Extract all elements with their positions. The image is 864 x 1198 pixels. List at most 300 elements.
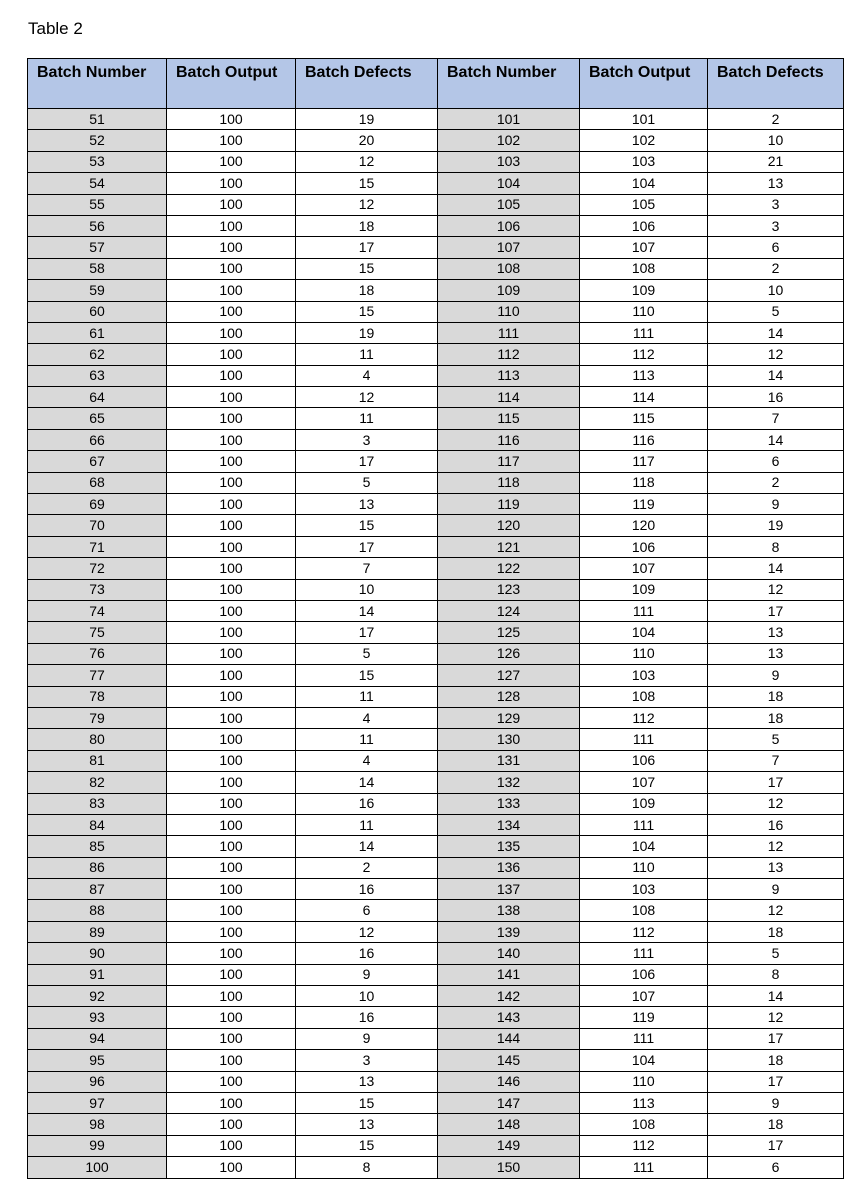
cell-batch-number-right: 146	[438, 1071, 580, 1092]
table-row	[28, 750, 844, 771]
cell-batch-number-right: 143	[438, 1007, 580, 1028]
cell-batch-defects-right: 7	[708, 408, 844, 429]
cell-batch-output-right: 111	[580, 1028, 708, 1049]
cell-batch-number-left: 55	[28, 194, 167, 215]
cell-batch-defects-left: 14	[296, 772, 438, 793]
cell-batch-output-left: 100	[167, 1157, 296, 1178]
table-row	[28, 109, 844, 130]
cell-batch-number-right: 116	[438, 429, 580, 450]
cell-batch-output-left: 100	[167, 173, 296, 194]
table-row	[28, 964, 844, 985]
cell-batch-output-right: 103	[580, 151, 708, 172]
header-batch-output-left: Batch Output	[167, 59, 296, 109]
cell-batch-output-right: 104	[580, 836, 708, 857]
cell-batch-number-left: 56	[28, 215, 167, 236]
cell-batch-defects-right: 13	[708, 857, 844, 878]
cell-batch-defects-right: 12	[708, 1007, 844, 1028]
cell-batch-output-left: 100	[167, 429, 296, 450]
cell-batch-output-left: 100	[167, 451, 296, 472]
cell-batch-number-left: 93	[28, 1007, 167, 1028]
cell-batch-output-right: 111	[580, 322, 708, 343]
cell-batch-defects-right: 14	[708, 429, 844, 450]
cell-batch-number-left: 79	[28, 707, 167, 728]
cell-batch-defects-right: 18	[708, 1114, 844, 1135]
cell-batch-defects-left: 20	[296, 130, 438, 151]
cell-batch-defects-right: 12	[708, 579, 844, 600]
cell-batch-number-left: 72	[28, 558, 167, 579]
cell-batch-number-right: 138	[438, 900, 580, 921]
cell-batch-output-left: 100	[167, 921, 296, 942]
cell-batch-defects-left: 5	[296, 472, 438, 493]
cell-batch-defects-right: 14	[708, 986, 844, 1007]
cell-batch-defects-right: 18	[708, 686, 844, 707]
table-row	[28, 579, 844, 600]
cell-batch-number-right: 150	[438, 1157, 580, 1178]
cell-batch-number-left: 81	[28, 750, 167, 771]
cell-batch-defects-right: 12	[708, 836, 844, 857]
cell-batch-defects-left: 16	[296, 943, 438, 964]
cell-batch-number-left: 91	[28, 964, 167, 985]
cell-batch-number-left: 97	[28, 1092, 167, 1113]
cell-batch-defects-left: 11	[296, 729, 438, 750]
cell-batch-defects-right: 16	[708, 814, 844, 835]
cell-batch-defects-right: 19	[708, 515, 844, 536]
cell-batch-output-right: 112	[580, 344, 708, 365]
cell-batch-number-left: 69	[28, 494, 167, 515]
cell-batch-defects-left: 17	[296, 237, 438, 258]
cell-batch-number-right: 105	[438, 194, 580, 215]
cell-batch-number-left: 66	[28, 429, 167, 450]
cell-batch-output-left: 100	[167, 879, 296, 900]
cell-batch-output-right: 107	[580, 237, 708, 258]
cell-batch-output-right: 111	[580, 600, 708, 621]
cell-batch-output-left: 100	[167, 515, 296, 536]
cell-batch-number-right: 132	[438, 772, 580, 793]
table-row	[28, 879, 844, 900]
cell-batch-number-left: 51	[28, 109, 167, 130]
cell-batch-defects-left: 4	[296, 365, 438, 386]
cell-batch-defects-right: 5	[708, 943, 844, 964]
cell-batch-number-left: 82	[28, 772, 167, 793]
cell-batch-output-right: 120	[580, 515, 708, 536]
cell-batch-number-left: 57	[28, 237, 167, 258]
cell-batch-defects-left: 11	[296, 344, 438, 365]
cell-batch-number-left: 59	[28, 280, 167, 301]
cell-batch-number-right: 109	[438, 280, 580, 301]
cell-batch-defects-left: 9	[296, 964, 438, 985]
cell-batch-defects-right: 13	[708, 643, 844, 664]
cell-batch-output-right: 112	[580, 707, 708, 728]
cell-batch-defects-right: 10	[708, 280, 844, 301]
cell-batch-number-right: 108	[438, 258, 580, 279]
table-row	[28, 515, 844, 536]
cell-batch-defects-right: 14	[708, 322, 844, 343]
table-row	[28, 173, 844, 194]
table-row	[28, 943, 844, 964]
cell-batch-output-left: 100	[167, 750, 296, 771]
cell-batch-number-right: 126	[438, 643, 580, 664]
cell-batch-defects-right: 12	[708, 793, 844, 814]
cell-batch-output-left: 100	[167, 558, 296, 579]
cell-batch-defects-left: 13	[296, 1071, 438, 1092]
table-row	[28, 1071, 844, 1092]
table-row	[28, 130, 844, 151]
cell-batch-output-right: 105	[580, 194, 708, 215]
cell-batch-defects-right: 6	[708, 1157, 844, 1178]
cell-batch-defects-right: 9	[708, 494, 844, 515]
cell-batch-output-right: 110	[580, 643, 708, 664]
cell-batch-defects-right: 9	[708, 665, 844, 686]
cell-batch-number-left: 96	[28, 1071, 167, 1092]
table-row	[28, 1135, 844, 1156]
cell-batch-output-right: 111	[580, 729, 708, 750]
cell-batch-defects-right: 21	[708, 151, 844, 172]
cell-batch-number-right: 139	[438, 921, 580, 942]
cell-batch-number-right: 101	[438, 109, 580, 130]
cell-batch-defects-right: 17	[708, 1028, 844, 1049]
cell-batch-defects-left: 8	[296, 1157, 438, 1178]
cell-batch-defects-left: 11	[296, 686, 438, 707]
cell-batch-output-left: 100	[167, 900, 296, 921]
cell-batch-defects-left: 10	[296, 579, 438, 600]
cell-batch-defects-right: 12	[708, 900, 844, 921]
cell-batch-output-right: 118	[580, 472, 708, 493]
cell-batch-output-right: 104	[580, 622, 708, 643]
header-row	[28, 59, 844, 109]
cell-batch-output-left: 100	[167, 1028, 296, 1049]
cell-batch-defects-right: 17	[708, 1135, 844, 1156]
cell-batch-number-right: 131	[438, 750, 580, 771]
cell-batch-output-right: 113	[580, 1092, 708, 1113]
cell-batch-defects-left: 12	[296, 921, 438, 942]
cell-batch-number-left: 86	[28, 857, 167, 878]
cell-batch-number-left: 100	[28, 1157, 167, 1178]
cell-batch-output-left: 100	[167, 1135, 296, 1156]
cell-batch-output-left: 100	[167, 151, 296, 172]
cell-batch-defects-right: 6	[708, 451, 844, 472]
cell-batch-output-right: 106	[580, 750, 708, 771]
cell-batch-output-right: 109	[580, 280, 708, 301]
cell-batch-defects-left: 10	[296, 986, 438, 1007]
cell-batch-defects-left: 17	[296, 451, 438, 472]
cell-batch-output-left: 100	[167, 408, 296, 429]
cell-batch-defects-left: 6	[296, 900, 438, 921]
cell-batch-defects-right: 14	[708, 365, 844, 386]
cell-batch-number-left: 99	[28, 1135, 167, 1156]
cell-batch-number-left: 61	[28, 322, 167, 343]
cell-batch-defects-right: 5	[708, 729, 844, 750]
cell-batch-defects-left: 16	[296, 1007, 438, 1028]
table-row	[28, 429, 844, 450]
cell-batch-number-left: 94	[28, 1028, 167, 1049]
cell-batch-number-right: 147	[438, 1092, 580, 1113]
table-row	[28, 793, 844, 814]
cell-batch-number-right: 118	[438, 472, 580, 493]
cell-batch-output-right: 108	[580, 258, 708, 279]
cell-batch-defects-right: 2	[708, 258, 844, 279]
cell-batch-output-right: 102	[580, 130, 708, 151]
cell-batch-output-left: 100	[167, 1071, 296, 1092]
header-batch-output-right: Batch Output	[580, 59, 708, 109]
cell-batch-defects-left: 13	[296, 494, 438, 515]
cell-batch-number-left: 85	[28, 836, 167, 857]
cell-batch-defects-right: 5	[708, 301, 844, 322]
cell-batch-defects-left: 15	[296, 258, 438, 279]
cell-batch-defects-right: 18	[708, 1050, 844, 1071]
cell-batch-number-right: 114	[438, 387, 580, 408]
table-row	[28, 686, 844, 707]
cell-batch-number-right: 134	[438, 814, 580, 835]
cell-batch-defects-right: 17	[708, 1071, 844, 1092]
cell-batch-defects-left: 19	[296, 322, 438, 343]
cell-batch-output-right: 110	[580, 1071, 708, 1092]
cell-batch-output-left: 100	[167, 365, 296, 386]
cell-batch-number-right: 137	[438, 879, 580, 900]
cell-batch-output-right: 110	[580, 857, 708, 878]
cell-batch-output-left: 100	[167, 600, 296, 621]
cell-batch-defects-right: 17	[708, 772, 844, 793]
cell-batch-output-right: 119	[580, 494, 708, 515]
cell-batch-number-right: 102	[438, 130, 580, 151]
cell-batch-defects-left: 4	[296, 750, 438, 771]
cell-batch-number-left: 52	[28, 130, 167, 151]
cell-batch-output-left: 100	[167, 1114, 296, 1135]
cell-batch-defects-left: 15	[296, 301, 438, 322]
cell-batch-defects-left: 5	[296, 643, 438, 664]
cell-batch-output-right: 111	[580, 943, 708, 964]
table-row	[28, 344, 844, 365]
table-row	[28, 900, 844, 921]
cell-batch-output-right: 109	[580, 579, 708, 600]
cell-batch-defects-right: 9	[708, 1092, 844, 1113]
cell-batch-defects-left: 3	[296, 429, 438, 450]
cell-batch-number-right: 144	[438, 1028, 580, 1049]
cell-batch-output-left: 100	[167, 494, 296, 515]
table-caption: Table 2	[28, 19, 83, 38]
table-row	[28, 494, 844, 515]
cell-batch-output-left: 100	[167, 857, 296, 878]
cell-batch-defects-left: 14	[296, 836, 438, 857]
table-row	[28, 622, 844, 643]
table-row	[28, 194, 844, 215]
cell-batch-number-left: 87	[28, 879, 167, 900]
cell-batch-output-right: 107	[580, 558, 708, 579]
cell-batch-output-right: 117	[580, 451, 708, 472]
header-batch-defects-left: Batch Defects	[296, 59, 438, 109]
table-row	[28, 1157, 844, 1178]
cell-batch-defects-left: 12	[296, 387, 438, 408]
cell-batch-number-right: 122	[438, 558, 580, 579]
cell-batch-defects-left: 11	[296, 408, 438, 429]
cell-batch-output-right: 103	[580, 665, 708, 686]
cell-batch-number-left: 74	[28, 600, 167, 621]
cell-batch-number-right: 121	[438, 536, 580, 557]
cell-batch-defects-left: 12	[296, 194, 438, 215]
cell-batch-defects-left: 2	[296, 857, 438, 878]
cell-batch-number-right: 128	[438, 686, 580, 707]
cell-batch-number-right: 136	[438, 857, 580, 878]
cell-batch-output-left: 100	[167, 686, 296, 707]
table-row	[28, 301, 844, 322]
cell-batch-number-left: 54	[28, 173, 167, 194]
cell-batch-output-left: 100	[167, 109, 296, 130]
cell-batch-output-left: 100	[167, 387, 296, 408]
cell-batch-output-left: 100	[167, 1050, 296, 1071]
table-row	[28, 408, 844, 429]
table-row	[28, 322, 844, 343]
cell-batch-output-left: 100	[167, 344, 296, 365]
table-body	[28, 109, 844, 1179]
cell-batch-output-right: 109	[580, 793, 708, 814]
cell-batch-number-left: 73	[28, 579, 167, 600]
cell-batch-number-left: 95	[28, 1050, 167, 1071]
cell-batch-output-left: 100	[167, 665, 296, 686]
cell-batch-output-left: 100	[167, 536, 296, 557]
header-batch-number-left: Batch Number	[28, 59, 167, 109]
cell-batch-defects-right: 17	[708, 600, 844, 621]
cell-batch-output-left: 100	[167, 322, 296, 343]
cell-batch-output-right: 106	[580, 964, 708, 985]
cell-batch-output-right: 114	[580, 387, 708, 408]
cell-batch-output-right: 119	[580, 1007, 708, 1028]
cell-batch-defects-left: 18	[296, 280, 438, 301]
cell-batch-number-left: 98	[28, 1114, 167, 1135]
cell-batch-defects-left: 4	[296, 707, 438, 728]
table-row	[28, 921, 844, 942]
cell-batch-number-left: 88	[28, 900, 167, 921]
cell-batch-output-right: 106	[580, 215, 708, 236]
cell-batch-defects-left: 16	[296, 879, 438, 900]
cell-batch-output-right: 115	[580, 408, 708, 429]
cell-batch-defects-left: 3	[296, 1050, 438, 1071]
cell-batch-number-right: 125	[438, 622, 580, 643]
cell-batch-number-right: 119	[438, 494, 580, 515]
cell-batch-number-left: 67	[28, 451, 167, 472]
cell-batch-number-right: 129	[438, 707, 580, 728]
cell-batch-number-left: 89	[28, 921, 167, 942]
cell-batch-output-right: 110	[580, 301, 708, 322]
cell-batch-number-left: 63	[28, 365, 167, 386]
cell-batch-number-left: 65	[28, 408, 167, 429]
cell-batch-output-left: 100	[167, 729, 296, 750]
cell-batch-output-right: 107	[580, 772, 708, 793]
cell-batch-number-left: 64	[28, 387, 167, 408]
cell-batch-defects-right: 18	[708, 707, 844, 728]
cell-batch-number-right: 149	[438, 1135, 580, 1156]
cell-batch-defects-left: 12	[296, 151, 438, 172]
header-batch-defects-right: Batch Defects	[708, 59, 844, 109]
table-row	[28, 707, 844, 728]
cell-batch-defects-right: 9	[708, 879, 844, 900]
cell-batch-output-left: 100	[167, 943, 296, 964]
cell-batch-number-right: 110	[438, 301, 580, 322]
cell-batch-output-left: 100	[167, 130, 296, 151]
cell-batch-number-right: 140	[438, 943, 580, 964]
table-row	[28, 365, 844, 386]
cell-batch-number-right: 111	[438, 322, 580, 343]
cell-batch-defects-left: 15	[296, 1135, 438, 1156]
cell-batch-output-right: 103	[580, 879, 708, 900]
cell-batch-number-right: 124	[438, 600, 580, 621]
cell-batch-number-left: 83	[28, 793, 167, 814]
cell-batch-defects-right: 16	[708, 387, 844, 408]
cell-batch-number-right: 148	[438, 1114, 580, 1135]
cell-batch-number-right: 113	[438, 365, 580, 386]
cell-batch-output-left: 100	[167, 986, 296, 1007]
cell-batch-number-right: 133	[438, 793, 580, 814]
cell-batch-defects-right: 7	[708, 750, 844, 771]
table-row	[28, 237, 844, 258]
table-row	[28, 1050, 844, 1071]
table-row	[28, 643, 844, 664]
cell-batch-number-left: 53	[28, 151, 167, 172]
cell-batch-output-left: 100	[167, 643, 296, 664]
table-row	[28, 258, 844, 279]
table-row	[28, 151, 844, 172]
cell-batch-output-right: 108	[580, 686, 708, 707]
cell-batch-defects-left: 15	[296, 665, 438, 686]
cell-batch-defects-left: 14	[296, 600, 438, 621]
cell-batch-output-left: 100	[167, 1007, 296, 1028]
table-row	[28, 986, 844, 1007]
cell-batch-output-right: 104	[580, 1050, 708, 1071]
cell-batch-number-left: 70	[28, 515, 167, 536]
cell-batch-number-left: 84	[28, 814, 167, 835]
cell-batch-defects-left: 15	[296, 515, 438, 536]
table-row	[28, 1028, 844, 1049]
cell-batch-defects-right: 2	[708, 472, 844, 493]
cell-batch-number-left: 62	[28, 344, 167, 365]
cell-batch-number-right: 115	[438, 408, 580, 429]
cell-batch-number-right: 130	[438, 729, 580, 750]
cell-batch-output-left: 100	[167, 772, 296, 793]
cell-batch-number-right: 107	[438, 237, 580, 258]
cell-batch-number-right: 135	[438, 836, 580, 857]
cell-batch-defects-right: 12	[708, 344, 844, 365]
table-row	[28, 536, 844, 557]
table-row	[28, 1007, 844, 1028]
cell-batch-defects-right: 18	[708, 921, 844, 942]
table-row	[28, 814, 844, 835]
cell-batch-output-right: 112	[580, 921, 708, 942]
cell-batch-defects-left: 13	[296, 1114, 438, 1135]
cell-batch-defects-right: 8	[708, 964, 844, 985]
cell-batch-defects-right: 2	[708, 109, 844, 130]
cell-batch-number-right: 120	[438, 515, 580, 536]
cell-batch-output-right: 107	[580, 986, 708, 1007]
cell-batch-defects-left: 19	[296, 109, 438, 130]
cell-batch-output-left: 100	[167, 472, 296, 493]
cell-batch-output-left: 100	[167, 793, 296, 814]
cell-batch-number-left: 90	[28, 943, 167, 964]
cell-batch-defects-right: 14	[708, 558, 844, 579]
cell-batch-number-right: 145	[438, 1050, 580, 1071]
cell-batch-defects-right: 10	[708, 130, 844, 151]
cell-batch-output-left: 100	[167, 215, 296, 236]
table-row	[28, 472, 844, 493]
cell-batch-number-right: 117	[438, 451, 580, 472]
cell-batch-number-left: 80	[28, 729, 167, 750]
cell-batch-defects-left: 15	[296, 173, 438, 194]
header-batch-number-right: Batch Number	[438, 59, 580, 109]
cell-batch-output-right: 113	[580, 365, 708, 386]
cell-batch-output-right: 111	[580, 1157, 708, 1178]
table-row	[28, 1092, 844, 1113]
cell-batch-number-left: 68	[28, 472, 167, 493]
cell-batch-output-right: 101	[580, 109, 708, 130]
table-row	[28, 280, 844, 301]
cell-batch-output-left: 100	[167, 579, 296, 600]
